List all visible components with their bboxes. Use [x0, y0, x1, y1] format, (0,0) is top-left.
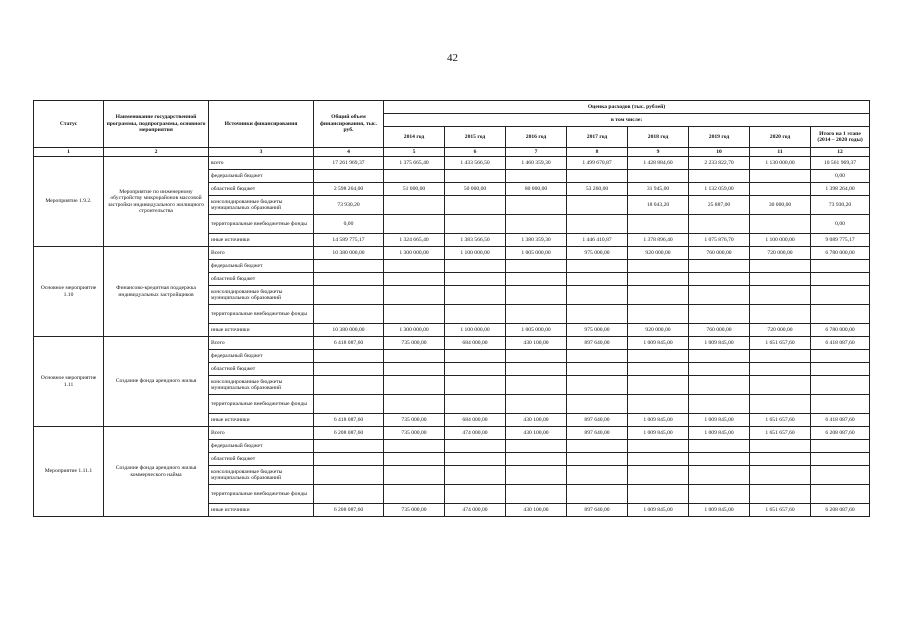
- cell-year-value: [689, 305, 750, 324]
- cell-total: 6 208 087,60: [314, 504, 384, 517]
- cell-stage-total: 6 418 087,60: [811, 414, 870, 427]
- cell-year-value: 50 000,00: [445, 183, 506, 196]
- cell-total: [314, 453, 384, 466]
- cell-stage-total: 6 208 087,60: [811, 504, 870, 517]
- cell-year-value: [384, 196, 445, 215]
- cell-year-value: 430 100,00: [506, 414, 567, 427]
- cell-year-value: 760 000,00: [689, 324, 750, 337]
- cell-total: 17 261 969,37: [314, 157, 384, 170]
- cell-total: [314, 485, 384, 504]
- cell-year-value: [445, 363, 506, 376]
- header-year: 2016 год: [506, 127, 567, 148]
- cell-year-value: [628, 440, 689, 453]
- row-source: областной бюджет: [209, 273, 314, 286]
- row-source: федеральный бюджет: [209, 170, 314, 183]
- row-source: федеральный бюджет: [209, 440, 314, 453]
- cell-year-value: 1 300 000,00: [384, 247, 445, 260]
- cell-year-value: 1 460 359,30: [506, 157, 567, 170]
- cell-stage-total: [811, 466, 870, 485]
- cell-year-value: [384, 170, 445, 183]
- cell-year-value: 1 651 657,60: [750, 414, 811, 427]
- cell-year-value: 1 375 665,40: [384, 157, 445, 170]
- cell-year-value: [567, 363, 628, 376]
- cell-stage-total: [811, 453, 870, 466]
- header-status: Статус: [34, 101, 104, 148]
- cell-year-value: [628, 215, 689, 234]
- cell-year-value: 1 009 845,00: [628, 504, 689, 517]
- column-number: 3: [209, 148, 314, 157]
- cell-year-value: [384, 363, 445, 376]
- cell-total: [314, 395, 384, 414]
- cell-year-value: 1 380 359,30: [506, 234, 567, 247]
- column-number: 12: [811, 148, 870, 157]
- cell-year-value: [506, 260, 567, 273]
- cell-year-value: [750, 260, 811, 273]
- cell-stage-total: 0,00: [811, 170, 870, 183]
- row-program-name: Создание фонда арендного жилья коммерческого найма: [104, 427, 209, 517]
- cell-year-value: [445, 485, 506, 504]
- cell-year-value: 684 000,00: [445, 414, 506, 427]
- cell-year-value: 720 000,00: [750, 324, 811, 337]
- row-source: Всего: [209, 247, 314, 260]
- row-source: консолидированные бюджеты муниципальных образований: [209, 376, 314, 395]
- cell-total: [314, 260, 384, 273]
- cell-year-value: [689, 350, 750, 363]
- cell-stage-total: 1 398 264,00: [811, 183, 870, 196]
- cell-year-value: 474 000,00: [445, 504, 506, 517]
- cell-total: 0,00: [314, 215, 384, 234]
- cell-year-value: 1 005 000,00: [506, 324, 567, 337]
- cell-year-value: [689, 260, 750, 273]
- row-status: Основное мероприятие 1.10: [34, 247, 104, 337]
- cell-year-value: [628, 453, 689, 466]
- cell-total: [314, 286, 384, 305]
- cell-year-value: [384, 453, 445, 466]
- cell-stage-total: [811, 440, 870, 453]
- cell-year-value: [567, 273, 628, 286]
- cell-year-value: 735 000,00: [384, 337, 445, 350]
- cell-stage-total: [811, 485, 870, 504]
- cell-year-value: [750, 350, 811, 363]
- row-source: федеральный бюджет: [209, 260, 314, 273]
- cell-year-value: 1 100 000,00: [750, 234, 811, 247]
- cell-year-value: [567, 260, 628, 273]
- cell-year-value: 1 433 566,50: [445, 157, 506, 170]
- row-program-name: Создание фонда арендного жилья: [104, 337, 209, 427]
- header-name: Наименование государственной программы, подпрограммы, основного мероприятия: [104, 101, 209, 148]
- cell-year-value: 1 651 657,60: [750, 427, 811, 440]
- cell-year-value: 1 100 000,00: [445, 324, 506, 337]
- row-source: территориальные внебюджетные фонды: [209, 215, 314, 234]
- row-source: всего: [209, 157, 314, 170]
- cell-total: 2 598 264,00: [314, 183, 384, 196]
- cell-year-value: 920 000,00: [628, 247, 689, 260]
- cell-year-value: [750, 395, 811, 414]
- cell-total: 6 418 087,60: [314, 414, 384, 427]
- cell-year-value: [628, 305, 689, 324]
- cell-year-value: [628, 466, 689, 485]
- column-number: 4: [314, 148, 384, 157]
- cell-year-value: 897 640,00: [567, 427, 628, 440]
- cell-year-value: [750, 376, 811, 395]
- cell-total: [314, 440, 384, 453]
- table-row: [34, 247, 870, 260]
- cell-year-value: 684 000,00: [445, 337, 506, 350]
- cell-year-value: [506, 395, 567, 414]
- cell-year-value: [567, 395, 628, 414]
- column-number: 7: [506, 148, 567, 157]
- cell-year-value: [567, 440, 628, 453]
- cell-year-value: [628, 363, 689, 376]
- cell-year-value: 735 000,00: [384, 427, 445, 440]
- page-number: 42: [447, 52, 458, 64]
- cell-year-value: 1 009 845,00: [628, 427, 689, 440]
- cell-year-value: [506, 440, 567, 453]
- cell-year-value: 2 233 822,70: [689, 157, 750, 170]
- cell-year-value: [445, 466, 506, 485]
- cell-year-value: 1 009 845,00: [628, 414, 689, 427]
- cell-year-value: 975 000,00: [567, 247, 628, 260]
- column-number: 11: [750, 148, 811, 157]
- cell-year-value: 1 651 657,60: [750, 504, 811, 517]
- cell-year-value: [567, 376, 628, 395]
- cell-year-value: [750, 286, 811, 305]
- cell-year-value: [689, 286, 750, 305]
- row-status: Мероприятие 1.11.1: [34, 427, 104, 517]
- header-year: 2020 год: [750, 127, 811, 148]
- row-source: областной бюджет: [209, 363, 314, 376]
- cell-year-value: 735 000,00: [384, 414, 445, 427]
- row-status: Основное мероприятие 1.11: [34, 337, 104, 427]
- cell-year-value: [384, 466, 445, 485]
- cell-year-value: 735 000,00: [384, 504, 445, 517]
- cell-year-value: [567, 350, 628, 363]
- cell-year-value: [445, 395, 506, 414]
- column-number: 1: [34, 148, 104, 157]
- cell-year-value: [689, 363, 750, 376]
- header-year: 2014 год: [384, 127, 445, 148]
- cell-year-value: 1 383 566,50: [445, 234, 506, 247]
- cell-stage-total: [811, 273, 870, 286]
- cell-year-value: [567, 466, 628, 485]
- cell-total: 6 418 087,60: [314, 337, 384, 350]
- cell-year-value: [506, 196, 567, 215]
- cell-stage-total: [811, 260, 870, 273]
- cell-year-value: [628, 485, 689, 504]
- row-source: Всего: [209, 427, 314, 440]
- cell-year-value: [628, 350, 689, 363]
- cell-year-value: [445, 170, 506, 183]
- header-stage-total: Итого на 1 этапе (2014 – 2020 годы): [811, 127, 870, 148]
- cell-year-value: 760 000,00: [689, 247, 750, 260]
- cell-year-value: [567, 305, 628, 324]
- cell-year-value: [628, 170, 689, 183]
- column-number-row: [34, 148, 870, 157]
- cell-year-value: 430 100,00: [506, 504, 567, 517]
- cell-year-value: 1 009 845,00: [689, 504, 750, 517]
- cell-year-value: [689, 485, 750, 504]
- cell-year-value: [567, 453, 628, 466]
- column-number: 10: [689, 148, 750, 157]
- cell-stage-total: [811, 376, 870, 395]
- cell-year-value: 1 324 665,40: [384, 234, 445, 247]
- row-source: консолидированные бюджеты муниципальных образований: [209, 466, 314, 485]
- column-number: 2: [104, 148, 209, 157]
- cell-year-value: [567, 485, 628, 504]
- cell-year-value: [750, 453, 811, 466]
- cell-year-value: [384, 286, 445, 305]
- cell-year-value: [384, 260, 445, 273]
- header-year: 2019 год: [689, 127, 750, 148]
- cell-year-value: [750, 363, 811, 376]
- table-row: [34, 427, 870, 440]
- cell-year-value: [506, 466, 567, 485]
- row-source: территориальные внебюджетные фонды: [209, 395, 314, 414]
- cell-stage-total: 6 780 000,00: [811, 247, 870, 260]
- cell-year-value: [628, 286, 689, 305]
- cell-year-value: [445, 273, 506, 286]
- cell-year-value: 1 378 896,40: [628, 234, 689, 247]
- cell-year-value: [506, 305, 567, 324]
- cell-year-value: [384, 273, 445, 286]
- cell-total: 73 930,20: [314, 196, 384, 215]
- cell-year-value: [750, 466, 811, 485]
- cell-year-value: [750, 440, 811, 453]
- cell-year-value: [506, 350, 567, 363]
- cell-year-value: [384, 215, 445, 234]
- cell-year-value: [689, 395, 750, 414]
- cell-year-value: [689, 453, 750, 466]
- cell-year-value: 1 100 000,00: [445, 247, 506, 260]
- cell-year-value: [445, 440, 506, 453]
- cell-year-value: [506, 376, 567, 395]
- cell-year-value: [445, 215, 506, 234]
- column-number: 9: [628, 148, 689, 157]
- cell-year-value: 720 000,00: [750, 247, 811, 260]
- cell-stage-total: [811, 305, 870, 324]
- cell-stage-total: 6 418 087,60: [811, 337, 870, 350]
- cell-year-value: [445, 260, 506, 273]
- cell-year-value: [567, 215, 628, 234]
- table-row: [34, 337, 870, 350]
- column-number: 8: [567, 148, 628, 157]
- cell-year-value: [628, 376, 689, 395]
- table-header: [34, 101, 870, 157]
- table-body: [34, 157, 870, 517]
- row-source: областной бюджет: [209, 453, 314, 466]
- cell-year-value: [384, 305, 445, 324]
- cell-year-value: [445, 376, 506, 395]
- header-total: Общий объем финансирования, тыс. руб.: [314, 101, 384, 148]
- cell-year-value: [384, 485, 445, 504]
- cell-year-value: 1 651 657,60: [750, 337, 811, 350]
- cell-year-value: [689, 215, 750, 234]
- row-source: иные источники: [209, 504, 314, 517]
- cell-year-value: [628, 260, 689, 273]
- cell-total: [314, 466, 384, 485]
- row-source: иные источники: [209, 234, 314, 247]
- cell-year-value: 897 640,00: [567, 414, 628, 427]
- cell-total: 6 208 087,60: [314, 427, 384, 440]
- cell-year-value: 920 000,00: [628, 324, 689, 337]
- cell-year-value: [689, 273, 750, 286]
- cell-year-value: 1 009 845,00: [689, 427, 750, 440]
- cell-total: [314, 350, 384, 363]
- cell-year-value: [384, 350, 445, 363]
- cell-year-value: [445, 286, 506, 305]
- row-status: Мероприятие 1.9.2.: [34, 157, 104, 247]
- cell-year-value: 1 446 410,87: [567, 234, 628, 247]
- cell-year-value: 18 043,20: [628, 196, 689, 215]
- cell-year-value: 897 640,00: [567, 504, 628, 517]
- cell-year-value: 53 260,00: [567, 183, 628, 196]
- row-source: иные источники: [209, 324, 314, 337]
- header-year: 2018 год: [628, 127, 689, 148]
- cell-year-value: 1 009 845,00: [628, 337, 689, 350]
- cell-year-value: [506, 363, 567, 376]
- cell-stage-total: 73 930,20: [811, 196, 870, 215]
- table-row: [34, 157, 870, 170]
- cell-year-value: [445, 196, 506, 215]
- cell-total: [314, 305, 384, 324]
- column-number: 6: [445, 148, 506, 157]
- cell-year-value: 430 100,00: [506, 427, 567, 440]
- cell-year-value: 80 000,00: [506, 183, 567, 196]
- cell-year-value: 1 132 059,00: [689, 183, 750, 196]
- cell-year-value: [506, 215, 567, 234]
- cell-year-value: 30 000,00: [750, 196, 811, 215]
- header-year: 2015 год: [445, 127, 506, 148]
- row-program-name: Финансово-кредитная поддержка индивидуальных застройщиков: [104, 247, 209, 337]
- cell-year-value: 975 000,00: [567, 324, 628, 337]
- cell-year-value: [628, 395, 689, 414]
- cell-year-value: [689, 376, 750, 395]
- row-program-name: Мероприятие по инженерному обустройству микрорайонов массовой застройки индивидуального жилищного строительства: [104, 157, 209, 247]
- cell-stage-total: [811, 286, 870, 305]
- cell-year-value: 1 428 884,60: [628, 157, 689, 170]
- cell-year-value: [567, 196, 628, 215]
- cell-stage-total: 6 208 087,60: [811, 427, 870, 440]
- cell-total: [314, 376, 384, 395]
- cell-total: 14 589 775,17: [314, 234, 384, 247]
- cell-total: [314, 170, 384, 183]
- cell-stage-total: [811, 350, 870, 363]
- cell-year-value: 31 945,00: [628, 183, 689, 196]
- cell-year-value: [567, 170, 628, 183]
- cell-year-value: 1 075 876,70: [689, 234, 750, 247]
- cell-year-value: [689, 170, 750, 183]
- cell-year-value: 1 300 000,00: [384, 324, 445, 337]
- cell-year-value: [506, 485, 567, 504]
- cell-stage-total: 0,00: [811, 215, 870, 234]
- cell-year-value: [445, 350, 506, 363]
- cell-year-value: [506, 286, 567, 305]
- cell-year-value: [445, 305, 506, 324]
- row-source: территориальные внебюджетные фонды: [209, 485, 314, 504]
- cell-year-value: 1 009 845,00: [689, 414, 750, 427]
- cell-year-value: [567, 286, 628, 305]
- cell-year-value: [628, 273, 689, 286]
- budget-table: [33, 100, 870, 517]
- header-including: в том числе:: [384, 114, 870, 127]
- cell-stage-total: 6 780 000,00: [811, 324, 870, 337]
- cell-total: [314, 363, 384, 376]
- row-source: Всего: [209, 337, 314, 350]
- cell-year-value: [750, 183, 811, 196]
- cell-total: 10 380 000,00: [314, 247, 384, 260]
- column-number: 5: [384, 148, 445, 157]
- cell-year-value: [506, 170, 567, 183]
- row-source: консолидированные бюджеты муниципальных образований: [209, 286, 314, 305]
- cell-year-value: [750, 305, 811, 324]
- cell-year-value: 1 005 000,00: [506, 247, 567, 260]
- cell-total: 10 380 000,00: [314, 324, 384, 337]
- cell-year-value: [384, 376, 445, 395]
- cell-stage-total: [811, 363, 870, 376]
- cell-year-value: 474 000,00: [445, 427, 506, 440]
- row-source: областной бюджет: [209, 183, 314, 196]
- cell-total: [314, 273, 384, 286]
- cell-year-value: [750, 273, 811, 286]
- row-source: иные источники: [209, 414, 314, 427]
- cell-year-value: 1 499 670,87: [567, 157, 628, 170]
- cell-year-value: [750, 215, 811, 234]
- cell-year-value: [384, 395, 445, 414]
- cell-year-value: [689, 440, 750, 453]
- cell-year-value: [750, 170, 811, 183]
- cell-year-value: 430 100,00: [506, 337, 567, 350]
- cell-year-value: 25 887,00: [689, 196, 750, 215]
- cell-year-value: 897 640,00: [567, 337, 628, 350]
- cell-stage-total: 10 561 969,37: [811, 157, 870, 170]
- header-estimate: Оценка расходов (тыс. рублей): [384, 101, 870, 114]
- cell-year-value: 51 000,00: [384, 183, 445, 196]
- cell-year-value: 1 009 845,00: [689, 337, 750, 350]
- cell-year-value: [384, 440, 445, 453]
- cell-year-value: [689, 466, 750, 485]
- cell-year-value: 1 130 000,00: [750, 157, 811, 170]
- row-source: консолидированные бюджеты муниципальных образований: [209, 196, 314, 215]
- row-source: территориальные внебюджетные фонды: [209, 305, 314, 324]
- cell-year-value: [445, 453, 506, 466]
- cell-year-value: [506, 273, 567, 286]
- header-sources: Источники финансирования: [209, 101, 314, 148]
- header-year: 2017 год: [567, 127, 628, 148]
- cell-year-value: [750, 485, 811, 504]
- cell-stage-total: 9 089 775,17: [811, 234, 870, 247]
- cell-year-value: [506, 453, 567, 466]
- row-source: федеральный бюджет: [209, 350, 314, 363]
- cell-stage-total: [811, 395, 870, 414]
